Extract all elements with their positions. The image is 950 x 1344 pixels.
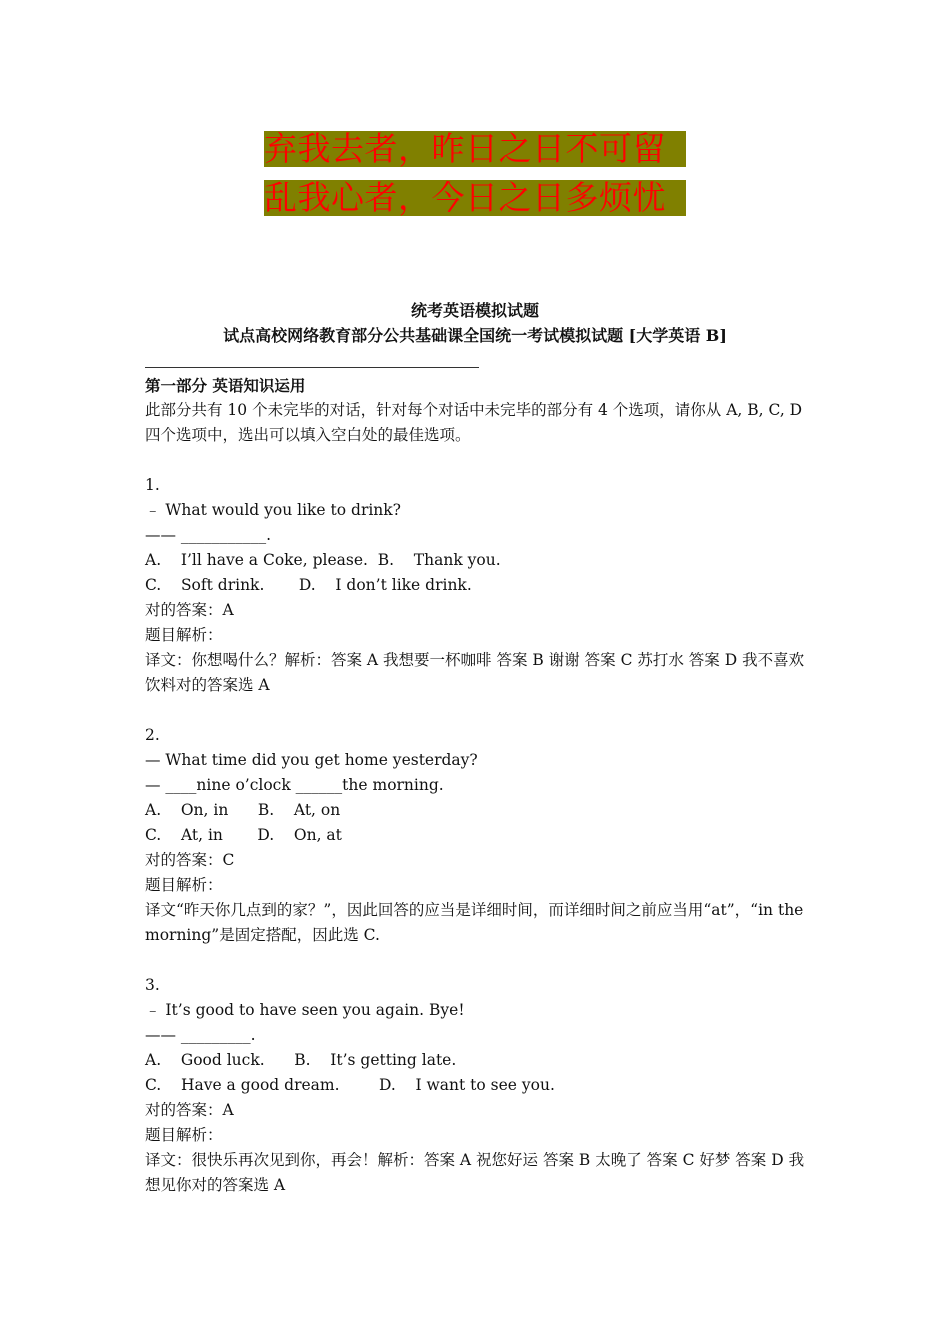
analysis-text: 译文“昨天你几点到的家？”，因此回答的应当是详细时间，而详细时间之前应当用“at”，“in the morning”是固定搭配，因此选 C. <box>145 901 804 944</box>
analysis-label: 题目解析： <box>145 626 223 644</box>
question-options-row-2: C. Soft drink. D. I don’t like drink. <box>145 576 472 594</box>
question-answer: 对的答案：A <box>145 1101 234 1119</box>
question-block <box>145 473 810 698</box>
question-number: 1. <box>145 476 160 494</box>
question-options-row-1: A. On, in B. At, on <box>145 801 341 819</box>
question-prompt: ﹣ It’s good to have seen you again. Bye! <box>145 1001 465 1019</box>
spacer <box>145 698 810 723</box>
question-number: 2. <box>145 726 160 744</box>
page-subtitle: 试点高校网络教育部分公共基础课全国统一考试模拟试题 [大学英语 B] <box>223 326 727 345</box>
spacer <box>145 948 810 973</box>
question-options-row-2: C. Have a good dream. D. I want to see you. <box>145 1076 555 1094</box>
analysis-text: 译文：你想喝什么？解析：答案 A 我想要一杯咖啡 答案 B 谢谢 答案 C 苏打水 答案 D 我不喜欢饮料对的答案选 A <box>145 651 805 694</box>
question-block <box>145 723 810 948</box>
banner-line-1: 弃我去者，昨日之日不可留 <box>264 131 686 167</box>
analysis-label: 题目解析： <box>145 876 223 894</box>
analysis-label: 题目解析： <box>145 1126 223 1144</box>
page-title: 统考英语模拟试题 <box>410 301 539 320</box>
question-reply: — ____nine o’clock ______the morning. <box>145 776 444 794</box>
question-options-row-1: A. I’ll have a Coke, please. B. Thank you. <box>145 551 501 569</box>
document-body <box>145 373 810 1198</box>
question-block <box>145 973 810 1198</box>
spacer <box>145 448 810 473</box>
question-options-row-1: A. Good luck. B. It’s getting late. <box>145 1051 457 1069</box>
question-options-row-2: C. At, in D. On, at <box>145 826 342 844</box>
section-intro: 此部分共有 10 个未完毕的对话，针对每个对话中未完毕的部分有 4 个选项，请你从 A, B, C, D 四个选项中，选出可以填入空白处的最佳选项。 <box>145 401 803 444</box>
analysis-text: 译文：很快乐再次见到你，再会！解析：答案 A 祝您好运 答案 B 太晚了 答案 C 好梦 答案 D 我想见你对的答案选 A <box>145 1151 805 1194</box>
question-reply: —— ___________. <box>145 526 272 544</box>
question-reply: —— _________. <box>145 1026 256 1044</box>
question-answer: 对的答案：A <box>145 601 234 619</box>
section-title: 第一部分 英语知识运用 <box>145 376 306 395</box>
divider-line <box>145 367 479 368</box>
banner-line-2: 乱我心者，今日之日多烦忧 <box>264 180 686 216</box>
question-prompt: — What time did you get home yesterday? <box>145 751 478 769</box>
question-prompt: ﹣ What would you like to drink? <box>145 501 401 519</box>
question-answer: 对的答案：C <box>145 851 235 869</box>
question-number: 3. <box>145 976 160 994</box>
